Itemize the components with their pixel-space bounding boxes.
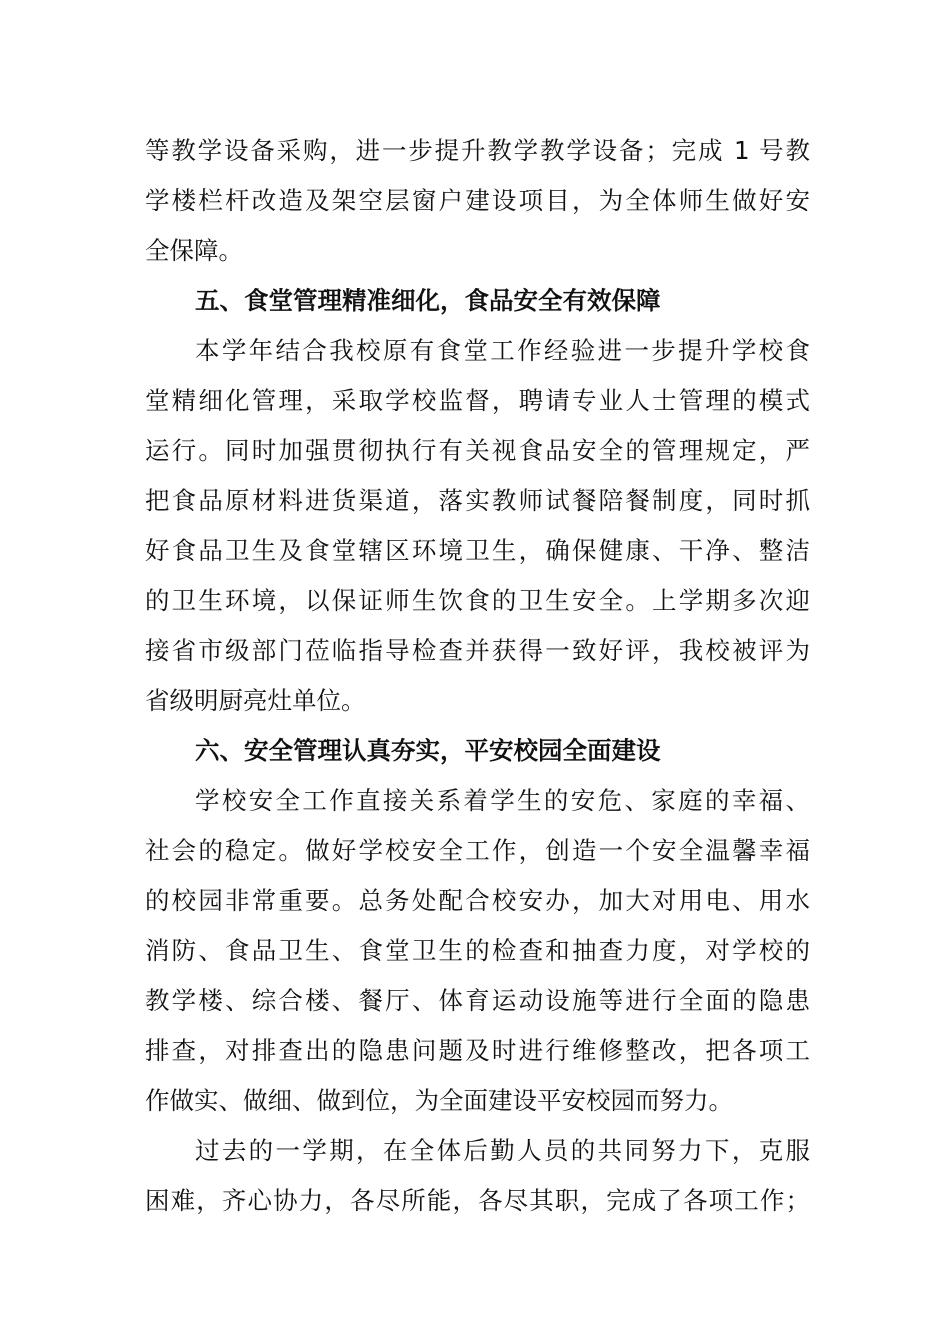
- body-line: 排查，对排查出的隐患问题及时进行维修整改，把各项工: [145, 1036, 810, 1065]
- section-heading-6: 六、安全管理认真夯实，平安校园全面建设: [195, 736, 661, 765]
- section-heading-5: 五、食堂管理精准细化，食品安全有效保障: [195, 286, 661, 315]
- body-line: 运行。同时加强贯彻执行有关视食品安全的管理规定，严: [145, 436, 810, 465]
- paragraph-first-line: 过去的一学期，在全体后勤人员的共同努力下，克服: [195, 1136, 810, 1165]
- body-line: 把食品原材料进货渠道，落实教师试餐陪餐制度，同时抓: [145, 486, 810, 515]
- body-line: 好食品卫生及食堂辖区环境卫生，确保健康、干净、整洁: [145, 536, 810, 565]
- body-line: 堂精细化管理，采取学校监督，聘请专业人士管理的模式: [145, 386, 810, 415]
- body-line: 的校园非常重要。总务处配合校安办，加大对用电、用水: [145, 886, 810, 915]
- body-line: 消防、食品卫生、食堂卫生的检查和抽查力度，对学校的: [145, 936, 810, 965]
- body-line: 学楼栏杆改造及架空层窗户建设项目，为全体师生做好安: [145, 186, 810, 215]
- paragraph-first-line: 学校安全工作直接关系着学生的安危、家庭的幸福、: [195, 786, 810, 815]
- body-line: 的卫生环境，以保证师生饮食的卫生安全。上学期多次迎: [145, 586, 810, 615]
- document-page: [145, 126, 810, 1226]
- body-line: 等教学设备采购，进一步提升教学教学设备；完成 1 号教: [145, 136, 810, 165]
- paragraph-first-line: 本学年结合我校原有食堂工作经验进一步提升学校食: [195, 336, 810, 365]
- body-line: 全保障。: [145, 236, 243, 265]
- body-line: 作做实、做细、做到位，为全面建设平安校园而努力。: [145, 1086, 733, 1115]
- body-line: 省级明厨亮灶单位。: [145, 686, 366, 715]
- body-line: 教学楼、综合楼、餐厅、体育运动设施等进行全面的隐患: [145, 986, 810, 1015]
- body-line: 困难，齐心协力，各尽所能，各尽其职，完成了各项工作；: [145, 1186, 810, 1215]
- body-line: 接省市级部门莅临指导检查并获得一致好评，我校被评为: [145, 636, 810, 665]
- body-line: 社会的稳定。做好学校安全工作，创造一个安全温馨幸福: [145, 836, 810, 865]
